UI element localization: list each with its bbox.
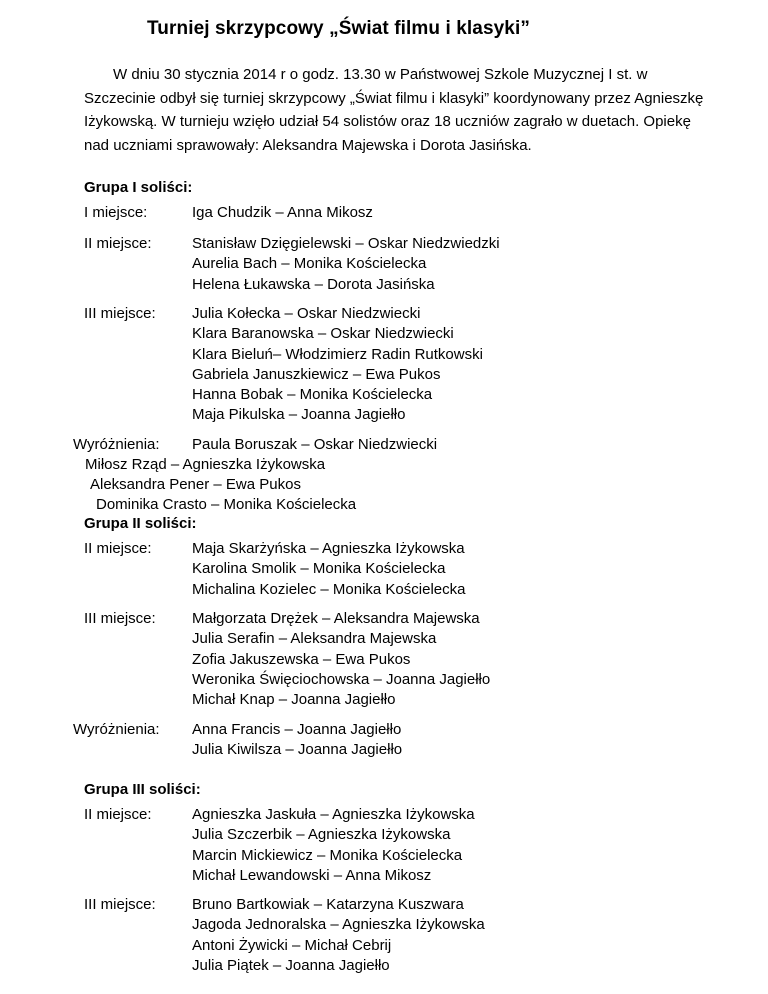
document-title: Turniej skrzypcowy „Świat filmu i klasyki” (147, 18, 530, 39)
list-item: Anna Francis – Joanna Jagiełło (192, 721, 402, 738)
group1-third-label: III miejsce: (84, 305, 156, 322)
list-item: Zofia Jakuszewska – Ewa Pukos (192, 650, 411, 668)
group2-heading: Grupa II soliści: (84, 515, 197, 532)
group1-third-list (192, 304, 483, 426)
group1-honors-label: Wyróżnienia: (73, 436, 160, 453)
group1-honors-item: Miłosz Rząd – Agnieszka Iżykowska (85, 456, 326, 473)
group3-second-list (192, 805, 475, 886)
list-item: Michał Knap – Joanna Jagiełło (192, 691, 396, 709)
group3-second-label: II miejsce: (84, 806, 152, 823)
list-item: Klara Baranowska – Oskar Niedzwiecki (192, 325, 454, 343)
group2-second-list (192, 539, 465, 600)
group3-third-list (192, 895, 485, 976)
list-item: Stanisław Dzięgielewski – Oskar Niedzwiedzki (192, 235, 500, 252)
list-item: Helena Łukawska – Dorota Jasińska (192, 275, 435, 293)
list-item: Małgorzata Drężek – Aleksandra Majewska (192, 610, 480, 627)
list-item: Maja Pikulska – Joanna Jagiełło (192, 406, 406, 424)
list-item: Michalina Kozielec – Monika Kościelecka (192, 580, 466, 598)
group1-honors-item: Dominika Crasto – Monika Kościelecka (96, 496, 357, 513)
list-item: Antoni Żywicki – Michał Cebrij (192, 936, 392, 954)
list-item: Weronika Święciochowska – Joanna Jagiełło (192, 670, 491, 688)
group1-second-list (192, 234, 500, 295)
group1-first-label: I miejsce: (84, 204, 148, 221)
list-item: Aurelia Bach – Monika Kościelecka (192, 255, 427, 273)
group1-heading: Grupa I soliści: (84, 179, 193, 196)
list-item: Jagoda Jednoralska – Agnieszka Iżykowska (192, 916, 485, 934)
group1-honors-first: Paula Boruszak – Oskar Niedzwiecki (192, 436, 438, 453)
list-item: Gabriela Januszkiewicz – Ewa Pukos (192, 365, 441, 383)
list-item: Iga Chudzik – Anna Mikosz (192, 204, 373, 221)
group3-third-label: III miejsce: (84, 896, 156, 913)
list-item: Michał Lewandowski – Anna Mikosz (192, 866, 432, 884)
group1-honors-item: Aleksandra Pener – Ewa Pukos (90, 476, 301, 493)
list-item: Klara Bieluń– Włodzimierz Radin Rutkowski (192, 345, 483, 363)
list-item: Bruno Bartkowiak – Katarzyna Kuszwara (192, 896, 464, 913)
group1-second-label: II miejsce: (84, 235, 152, 252)
group2-second-label: II miejsce: (84, 540, 152, 557)
list-item: Hanna Bobak – Monika Kościelecka (192, 386, 433, 404)
group2-third-list (192, 609, 490, 710)
list-item: Marcin Mickiewicz – Monika Kościelecka (192, 846, 463, 864)
list-item: Julia Szczerbik – Agnieszka Iżykowska (192, 826, 451, 844)
group2-third-label: III miejsce: (84, 610, 156, 627)
list-item: Karolina Smolik – Monika Kościelecka (192, 560, 446, 578)
list-item: Maja Skarżyńska – Agnieszka Iżykowska (192, 540, 465, 557)
list-item: Julia Serafin – Aleksandra Majewska (192, 630, 437, 648)
group2-honors-label: Wyróżnienia: (73, 721, 160, 738)
list-item: Agnieszka Jaskuła – Agnieszka Iżykowska (192, 806, 475, 823)
group1-first-list (192, 203, 373, 223)
group2-honors-list (192, 720, 402, 761)
list-item: Julia Piątek – Joanna Jagiełło (192, 956, 390, 974)
intro-paragraph: W dniu 30 stycznia 2014 r o godz. 13.30 w Państwowej Szkole Muzycznej I st. w Szczecinie odbył się turniej skrzypcowy „Świat filmu i klasyki” koordynowany przez Agnieszkę Iżykowską. W turnieju wzięło udział 54 solistów oraz 18 uczniów zagrało w duetach. Opiekę nad uczniami sprawowały: Aleksandra Majewska i Dorota Jasińska. (84, 66, 704, 154)
list-item: Julia Kołecka – Oskar Niedzwiecki (192, 305, 421, 322)
group3-heading: Grupa III soliści: (84, 781, 201, 798)
list-item: Julia Kiwilsza – Joanna Jagiełło (192, 741, 403, 759)
